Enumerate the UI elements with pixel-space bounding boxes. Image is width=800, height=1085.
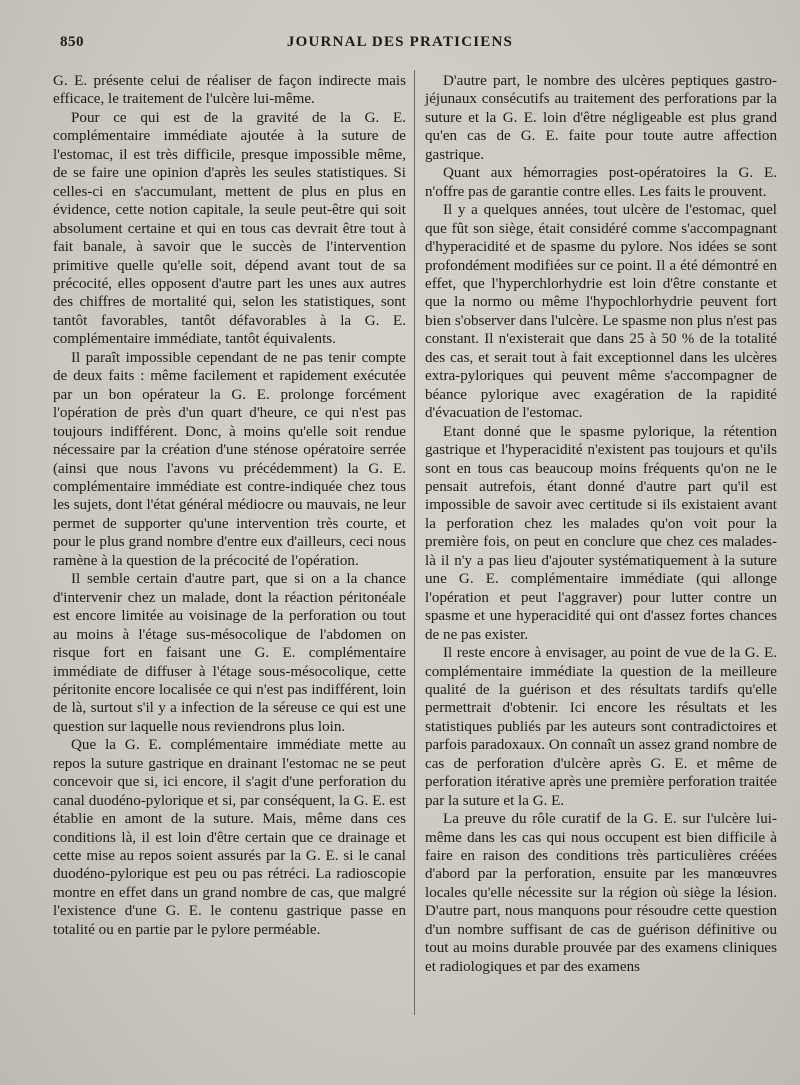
column-divider	[414, 70, 415, 1015]
paragraph: Il reste encore à envisager, au point de vue de la G. E. complémentaire immédiate la question de la meilleure qualité de la guérison et des résultats tardifs qu'elle permettrait d'obtenir. Ici encore les résultats et les statistiques publiés par les auteurs sont contradictoires et parfois paradoxaux. On connaît un assez grand nombre de cas de perforation d'ulcère après G. E. et même de perforation itérative après une première perforation traitée par la suture et la G. E.	[425, 645, 777, 809]
journal-title: JOURNAL DES PRATICIENS	[286, 34, 514, 50]
paragraph: Il semble certain d'autre part, que si on a la chance d'intervenir chez un malade, dont la réaction péritonéale est encore limitée au voisinage de la perforation ou tout au moins à l'étage sus-mésocolique de l'abdomen on risque fort en faisant une G. E. complémentaire immédiate de diffuser à l'étage sous-mésocolique, cette péritonite encore localisée ce qui n'est pas indifférent, loin de là, surtout s'il y a infection de la séreuse ce qui est une question sur laquelle nous reviendrons plus loin.	[53, 571, 406, 735]
paragraph: Etant donné que le spasme pylorique, la rétention gastrique et l'hyperacidité n'existent pas toujours et qu'ils sont en tous cas beaucoup moins fréquents qu'on ne le pensait autrefois, étant donné d'autre part qu'il est impossible de savoir avec certitude si ils existaient avant la perforation chez les malades qu'on voit pour la première fois, on peut en conclure que chez ces malades-là il n'y a pas lieu d'ajouter systématiquement à la suture une G. E. complémentaire immédiate (qui allonge l'opération et peut l'aggraver) pour lutter contre un spasme et une hyperacidité qui ont d'assez fortes chances de ne pas exister.	[425, 423, 777, 643]
paragraph: G. E. présente celui de réaliser de façon indirecte mais efficace, le traitement de l'ulcère lui-même.	[53, 73, 406, 108]
page-number: 850	[60, 34, 84, 50]
paragraph: Il y a quelques années, tout ulcère de l'estomac, quel que fût son siège, était considéré comme s'accompagnant d'hyperacidité et de spasme du pylore. Nos idées se sont profondément modifiées sur ce point. Il a été démontré en effet, que l'hyperchlorhydrie est loin d'être constante et que la normo ou même l'hypochlorhydrie peuvent fort bien s'observer dans l'ulcère. Le spasme non plus n'est pas constant. Il n'existerait que dans 25 à 50 % de la totalité des cas, et serait tout à fait exceptionnel dans les ulcères extra-pyloriques qui peuvent même s'accompagner de béance pylorique avec exagération de la rapidité d'évacuation de l'estomac.	[425, 202, 777, 422]
paragraph: Quant aux hémorragies post-opératoires la G. E. n'offre pas de garantie contre elles. Les faits le prouvent.	[425, 165, 777, 200]
page-header	[0, 34, 800, 58]
right-column	[425, 72, 777, 976]
paragraph: D'autre part, le nombre des ulcères peptiques gastro-jéjunaux consécutifs au traitement des perforations par la suture et la G. E. loin d'être négligeable est plus grand qu'en cas de G. E. faite pour toute autre affection gastrique.	[425, 73, 777, 163]
paragraph: Que la G. E. complémentaire immédiate mette au repos la suture gastrique en drainant l'estomac ne se peut concevoir que si, ici encore, il s'agit d'une perforation du canal duodéno-pylorique et si, par conséquent, la G. E. est établie en amont de la suture. Mais, même dans ces conditions là, il est loin d'être certain que ce drainage et cette mise au repos soient assurés par la G. E. si le canal duodéno-pylorique est peu ou pas rétréci. La radioscopie montre en effet dans un grand nombre de cas, que malgré l'existence d'une G. E. le contenu gastrique passe en totalité ou en partie par le pylore perméable.	[53, 737, 406, 938]
paragraph: Pour ce qui est de la gravité de la G. E. complémentaire immédiate ajoutée à la suture de l'estomac, il est très difficile, presque impossible même, de se faire une opinion d'après les seules statistiques. Si celles-ci en s'accumulant, mettent de plus en plus en évidence, cette notion capitale, la seule peut-être qui soit absolument certaine et qui en tous cas devrait être tout à fait banale, à savoir que le succès de l'intervention primitive quelle qu'elle soit, dépend avant tout de sa précocité, elles opposent d'autre part les unes aux autres des chiffres de mortalité qui, selon les statistiques, sont tantôt favorables, tantôt défavorables à la G. E. complémentaire immédiate, tantôt équivalents.	[53, 109, 406, 348]
left-column	[53, 72, 406, 939]
paragraph: Il paraît impossible cependant de ne pas tenir compte de deux faits : même facilement et rapidement exécutée par un bon opérateur la G. E. prolonge forcément l'opération de près d'un quart d'heure, ce qui n'est pas toujours indifférent. Donc, à moins qu'elle soit rendue nécessaire par la création d'une sténose opératoire serrée (ainsi que nous l'avons vu précédemment) la G. E. complémentaire immédiate est contre-indiquée chez tous les sujets, dont l'état général médiocre ou mauvais, ne leur permet de supporter qu'une intervention très courte, et pour le plus grand nombre d'entre eux d'ailleurs, ceci nous ramène à la question de la précocité de l'opération.	[53, 349, 406, 569]
paragraph: La preuve du rôle curatif de la G. E. sur l'ulcère lui-même dans les cas qui nous occupent est bien difficile à faire en raison des conditions très particulières créées d'abord par la perforation, ensuite par les manœuvres locales qu'elle nécessite sur la région où siège la lésion. D'autre part, nous manquons pour résoudre cette question d'un nombre suffisant de cas de guérison définitive ou tout au moins durable prouvée par des examens cliniques et radiologiques et par des examens	[425, 811, 777, 975]
